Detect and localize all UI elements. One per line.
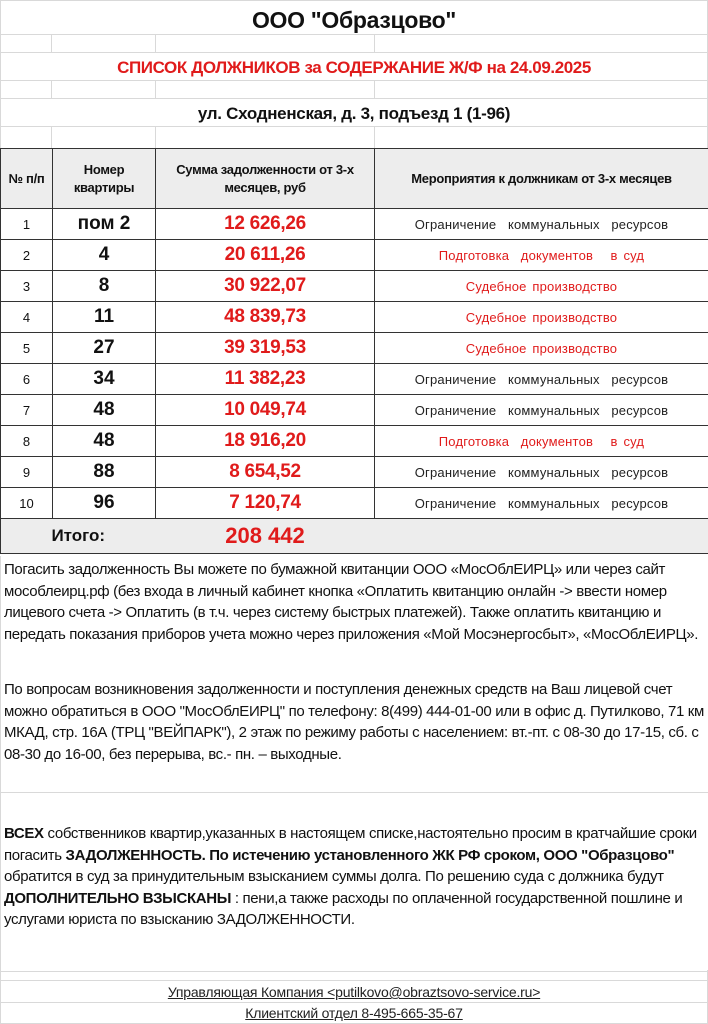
table-row	[1, 333, 708, 364]
debt-amount: 20 611,26	[156, 240, 375, 271]
grid-line	[374, 127, 375, 148]
warning-text	[4, 823, 704, 931]
grid-line	[155, 81, 156, 98]
table-row	[1, 364, 708, 395]
table-row	[1, 209, 708, 240]
debt-amount: 30 922,07	[156, 271, 375, 302]
row-number: 4	[1, 302, 53, 333]
debt-amount: 8 654,52	[156, 457, 375, 488]
column-header-apartment: Номер квартиры	[53, 149, 156, 209]
debt-amount: 7 120,74	[156, 488, 375, 519]
apartment-number: 48	[53, 426, 156, 457]
table-row	[1, 302, 708, 333]
debt-amount: 18 916,20	[156, 426, 375, 457]
apartment-number: 11	[53, 302, 156, 333]
debtor-action: Подготовка документов в суд	[375, 426, 708, 457]
warning-text-part: обратится в суд за принудительным взысканием суммы долга. По решению суда с должника будут	[4, 868, 664, 885]
apartment-number: 48	[53, 395, 156, 426]
debtor-action: Ограничение коммунальных ресурсов	[375, 457, 708, 488]
grid-line	[0, 52, 708, 53]
table-row	[1, 271, 708, 302]
table-row	[1, 240, 708, 271]
total-amount: 208 442	[156, 519, 375, 554]
debtor-action: Ограничение коммунальных ресурсов	[375, 488, 708, 519]
grid-line	[374, 81, 375, 98]
grid-line	[51, 127, 52, 148]
payment-info: Погасить задолженность Вы можете по бумажной квитанции ООО «МосОблЕИРЦ» или через сайт мособлеирц.рф (без входа в личный кабинет кнопка «Оплатить квитанцию онлайн -> ввести номер лицевого счета -> Оплатить (в т.ч. через систему быстрых платежей). Также оплатить квитанцию и передать показания приборов учета можно через приложения «Мой Мосэнергосбыт», «МосОблЕИРЦ».	[4, 561, 699, 643]
table-row	[1, 395, 708, 426]
debtor-action: Подготовка документов в суд	[375, 240, 708, 271]
contact-info: По вопросам возникновения задолженности и поступления денежных средств на Ваш лицевой счет можно обратиться в ООО "МосОблЕИРЦ" по телефону: 8(499) 444-01-00 или в офис д. Путилково, 71 км МКАД, стр. 16А (ТРЦ "ВЕЙПАРК"), 2 этаж по режиму работы с населением: вт.-пт. с 08-30 до 17-15, сб. с 08-30 до 16-00, без перерыва, вс.- пн. – выходные.	[4, 681, 704, 763]
total-label: Итого:	[1, 519, 156, 554]
debtor-action: Судебное производство	[375, 333, 708, 364]
grid-line	[374, 35, 375, 52]
table-row	[1, 457, 708, 488]
row-number: 1	[1, 209, 53, 240]
debtor-action: Ограничение коммунальных ресурсов	[375, 395, 708, 426]
company-title: ООО "Образцово"	[251, 7, 457, 33]
apartment-number: 96	[53, 488, 156, 519]
row-number: 2	[1, 240, 53, 271]
row-number: 9	[1, 457, 53, 488]
debt-amount: 12 626,26	[156, 209, 375, 240]
grid-line	[155, 35, 156, 52]
apartment-number: 4	[53, 240, 156, 271]
grid-line	[0, 0, 708, 1]
column-header-amount: Сумма задолженности от 3-х месяцев, руб	[156, 149, 375, 209]
apartment-number: пом 2	[53, 209, 156, 240]
warning-emphasis: ЗАДОЛЖЕННОСТЬ. По истечению установленного ЖК РФ сроком, ООО "Образцово"	[65, 846, 675, 864]
debt-amount: 10 049,74	[156, 395, 375, 426]
debt-amount: 39 319,53	[156, 333, 375, 364]
apartment-number: 27	[53, 333, 156, 364]
row-number: 3	[1, 271, 53, 302]
row-number: 10	[1, 488, 53, 519]
grid-line	[51, 81, 52, 98]
debt-amount: 11 382,23	[156, 364, 375, 395]
grid-line	[0, 980, 708, 981]
debtors-table	[0, 148, 708, 554]
building-address: ул. Сходненская, д. 3, подъезд 1 (1-96)	[197, 104, 511, 123]
warning-emphasis: ВСЕХ	[4, 825, 44, 842]
warning-text-part: : пени,а также расходы по оплаченной государственной пошлине и услугами юриста по взысканию ЗАДОЛЖЕННОСТИ.	[4, 889, 683, 928]
debtor-action: Ограничение коммунальных ресурсов	[375, 209, 708, 240]
row-number: 8	[1, 426, 53, 457]
table-header-row	[1, 149, 708, 209]
table-row	[1, 426, 708, 457]
grid-line	[51, 35, 52, 52]
client-department-phone-link[interactable]: Клиентский отдел 8-495-665-35-67	[245, 1005, 463, 1021]
debtor-action: Судебное производство	[375, 302, 708, 333]
apartment-number: 34	[53, 364, 156, 395]
grid-line	[155, 127, 156, 148]
debtor-action: Ограничение коммунальных ресурсов	[375, 364, 708, 395]
debtors-list-title: СПИСОК ДОЛЖНИКОВ за СОДЕРЖАНИЕ Ж/Ф на 24.09.2025	[117, 58, 591, 77]
table-row	[1, 488, 708, 519]
management-company-email-link[interactable]: Управляющая Компания <putilkovo@obraztsovo-service.ru>	[167, 984, 541, 1000]
row-number: 6	[1, 364, 53, 395]
column-header-number: № п/п	[1, 149, 53, 209]
column-header-actions: Мероприятия к должникам от 3-х месяцев	[375, 149, 708, 209]
row-number: 5	[1, 333, 53, 364]
debtor-action: Судебное производство	[375, 271, 708, 302]
total-empty-cell	[375, 519, 708, 554]
row-number: 7	[1, 395, 53, 426]
total-row	[1, 519, 708, 554]
grid-line	[0, 98, 708, 99]
warning-text-part: собственников квартир,указанных в настоящем списке,настоятельно просим в кратчайшие сроки погасить	[4, 825, 697, 864]
apartment-number: 8	[53, 271, 156, 302]
warning-emphasis: ДОПОЛНИТЕЛЬНО ВЗЫСКАНЫ	[4, 889, 232, 907]
debt-amount: 48 839,73	[156, 302, 375, 333]
apartment-number: 88	[53, 457, 156, 488]
